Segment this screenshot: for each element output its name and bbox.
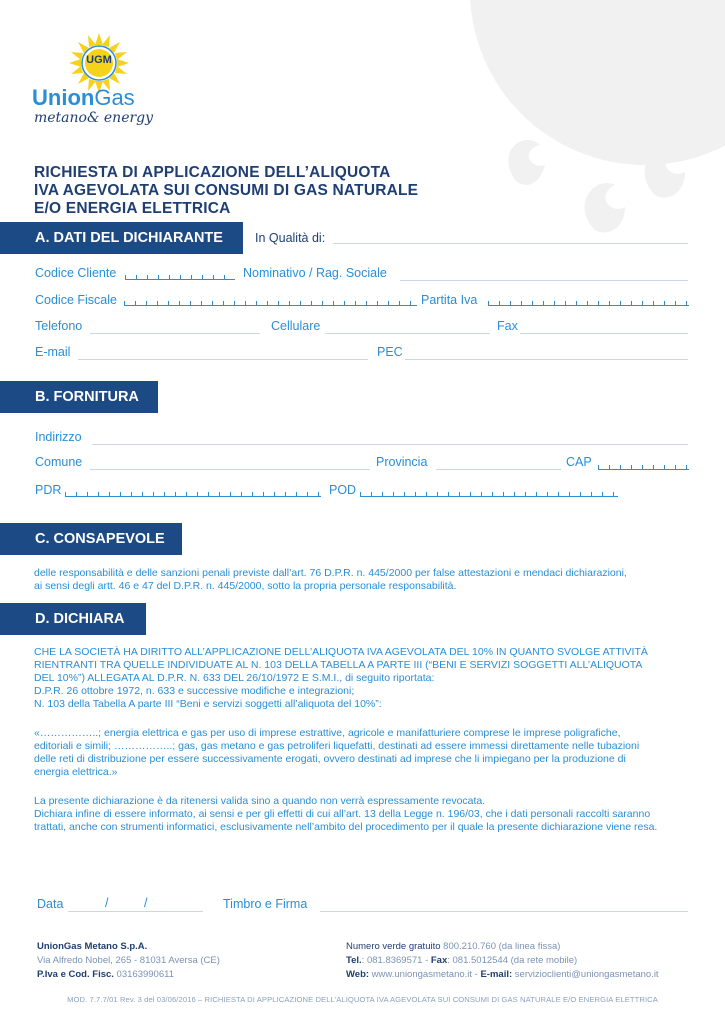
page-title: RICHIESTA DI APPLICAZIONE DELL’ALIQUOTA IVA AGEVOLATA SUI CONSUMI DI GAS NATURALE E/O ENERGIA ELETTRICA: [34, 164, 419, 217]
section-c-header: C. CONSAPEVOLE: [0, 523, 182, 555]
flame-decoration-icon: [395, 0, 725, 260]
section-d-header: D. DICHIARA: [0, 603, 146, 635]
web-link[interactable]: www.uniongasmetano.it -: [369, 969, 481, 980]
telefono-field[interactable]: [90, 333, 260, 334]
email-link[interactable]: servizioclienti@uniongasmetano.it: [512, 969, 659, 980]
nominativo-label: Nominativo / Rag. Sociale: [243, 266, 387, 280]
logo-badge: UGM: [86, 54, 112, 66]
pod-label: POD: [329, 483, 357, 497]
comune-label: Comune: [35, 455, 83, 469]
logo-tagline: metano& energy: [34, 110, 154, 126]
cap-field[interactable]: [598, 463, 689, 470]
telefono-label: Telefono: [35, 319, 83, 333]
comune-field[interactable]: [90, 469, 370, 470]
section-d-paragraph-3: La presente dichiarazione è da ritenersi valida sino a quando non verrà espressamente revocata. Dichiara infine di essere informato, ai sensi e per gli effetti di cui all’art. 13 della Legge n. 196/03, che i dati personali raccolti saranno trattati, anche con strumenti informatici, esclusivamente nell’ambito del procedimento per il quale la presente dichiarazione viene resa.: [34, 795, 658, 833]
pdr-field[interactable]: [65, 490, 321, 497]
section-d-paragraph-2: «……………..; energia elettrica e gas per uso di imprese estrattive, agricole e manifatturiere comprese le imprese poligrafiche, editoriali e simili; ……………..; gas, gas metano e gas petroliferi liquefatti, destinati ad essere immessi direttamente nelle tubazioni delle reti di distribuzione per essere successivamente erogati, ovvero destinati ad imprese che li impiegano per la produzione di energia elettrica.»: [34, 727, 640, 778]
pod-field[interactable]: [360, 490, 618, 497]
timbro-firma-field[interactable]: [320, 911, 688, 912]
module-code: MOD. 7.7.7/01 Rev. 3 del 03/06/2016 – RICHIESTA DI APPLICAZIONE DELL’ALIQUOTA IVA AGEVOLATA SUI CONSUMI DI GAS NATURALE E/O ENERGIA ELETTRICA: [67, 995, 658, 1004]
codice-cliente-field[interactable]: [125, 273, 235, 280]
codice-fiscale-label: Codice Fiscale: [35, 293, 117, 307]
logo-brand-gas: Gas: [94, 85, 135, 110]
timbro-firma-label: Timbro e Firma: [223, 897, 308, 911]
partita-iva-field[interactable]: [488, 299, 689, 306]
date-separator-1: /: [105, 896, 109, 910]
qualita-field[interactable]: [333, 243, 688, 244]
partita-iva-label: Partita Iva: [421, 293, 478, 307]
email-field[interactable]: [78, 359, 368, 360]
section-b-header: B. FORNITURA: [0, 381, 158, 413]
fax-field[interactable]: [520, 333, 688, 334]
section-c-text: delle responsabilità e delle sanzioni penali previste dall’art. 76 D.P.R. n. 445/2000 per false attestazioni e mendaci dichiarazioni, ai sensi degli artt. 46 e 47 del D.P.R. n. 445/2000, sotto la propria personale responsabilità.: [34, 567, 627, 592]
data-field[interactable]: [68, 911, 203, 912]
cap-label: CAP: [566, 455, 592, 469]
date-separator-2: /: [144, 896, 148, 910]
footer-company-info: UnionGas Metano S.p.A. Via Alfredo Nobel, 265 - 81031 Aversa (CE) P.Iva e Cod. Fisc. 03163990611: [37, 941, 220, 980]
pec-field[interactable]: [405, 359, 688, 360]
cellulare-label: Cellulare: [271, 319, 321, 333]
section-a-header: A. DATI DEL DICHIARANTE: [0, 222, 243, 254]
codice-fiscale-field[interactable]: [124, 299, 417, 306]
footer-contacts: Numero verde gratuito 800.210.760 (da linea fissa) Tel.: 081.8369571 - Fax: 081.5012544 (da rete mobile) Web: www.uniongasmetano.it - E-mail: servizioclienti@uniongasmetano.it: [346, 941, 659, 980]
qualita-label: In Qualità di:: [255, 231, 326, 245]
provincia-label: Provincia: [376, 455, 428, 469]
uniongas-logo: [30, 30, 180, 140]
fax-label: Fax: [497, 319, 518, 333]
codice-cliente-label: Codice Cliente: [35, 266, 117, 280]
data-label: Data: [37, 897, 64, 911]
pdr-label: PDR: [35, 483, 62, 497]
indirizzo-field[interactable]: [92, 444, 688, 445]
logo-brand-union: Union: [32, 85, 95, 110]
pec-label: PEC: [377, 345, 403, 359]
indirizzo-label: Indirizzo: [35, 430, 82, 444]
nominativo-field[interactable]: [400, 280, 688, 281]
cellulare-field[interactable]: [325, 333, 490, 334]
email-label: E-mail: [35, 345, 71, 359]
section-d-paragraph-1: CHE LA SOCIETÀ HA DIRITTO ALL’APPLICAZIONE DELL’ALIQUOTA IVA AGEVOLATA DEL 10% IN QUANTO SVOLGE ATTIVITÀ RIENTRANTI TRA QUELLE INDIVIDUATE AL N. 103 DELLA TABELLA A PARTE III (“BENI E SERVIZI SOGGETTI ALL’ALIQUOTA DEL 10%”) ALLEGATA AL D.P.R. N. 633 DEL 26/10/1972 E S.M.I., di seguito riportata: D.P.R. 26 ottobre 1972, n. 633 e successive modifiche e integrazioni; N. 103 della Tabella A parte III “Beni e servizi soggetti all’aliquota del 10%”:: [34, 646, 648, 710]
provincia-field[interactable]: [436, 469, 561, 470]
